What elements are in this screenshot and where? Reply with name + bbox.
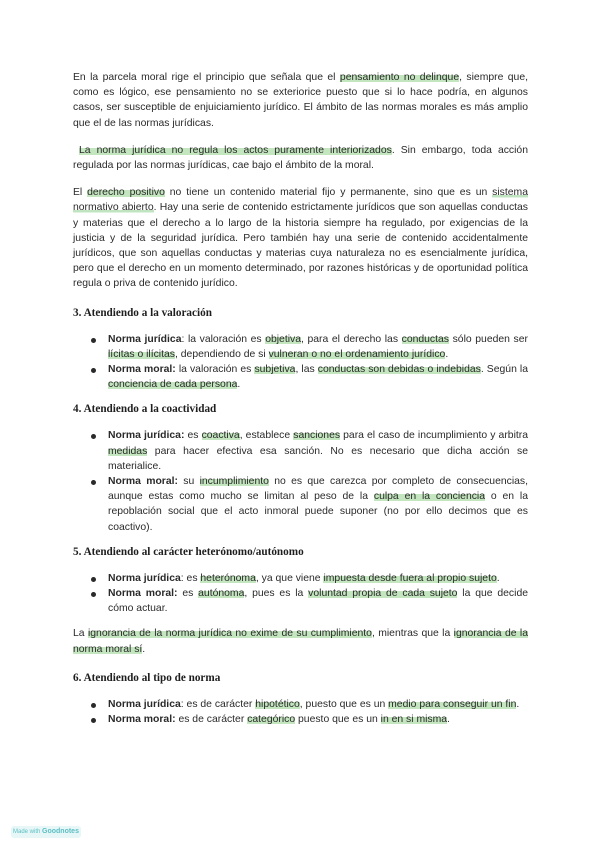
section-heading-heteronomo-autonomo: 5. Atendiendo al carácter heterónomo/autónomo — [73, 545, 304, 558]
list-item: Norma jurídica: es coactiva, establece sanciones para el caso de incumplimiento y arbitra medidas para hacer efectiva esa sanción. No es necesario que dicha acción se materialice. — [73, 428, 528, 474]
highlight: vulneran o no el ordenamiento jurídico — [268, 348, 446, 360]
document-page — [73, 70, 528, 737]
highlight: derecho positivo — [87, 187, 165, 199]
highlight: categórico — [247, 714, 296, 726]
bullet-list-coactividad — [73, 428, 528, 534]
highlight: heterónoma — [200, 572, 256, 584]
paragraph-legal-norm-scope: La norma jurídica no regula los actos puramente interiorizados. Sin embargo, toda acción regulada por las normas jurídicas, cae bajo el ámbito de la moral. — [73, 144, 528, 172]
highlight: impuesta desde fuera al propio sujeto — [323, 572, 497, 584]
section-heading-valoracion: 3. Atendiendo a la valoración — [73, 306, 212, 319]
highlight: lícitas o ilícitas — [108, 348, 175, 360]
highlight: ignorancia de la norma jurídica no exime de su cumplimiento — [87, 628, 372, 640]
highlight: conciencia de cada persona — [108, 379, 238, 391]
highlight: conductas — [401, 333, 449, 345]
highlight: medidas — [108, 445, 148, 457]
highlight: objetiva — [265, 333, 302, 345]
highlight: voluntad propia de cada sujeto — [308, 588, 458, 600]
list-item: Norma moral: es autónoma, pues es la voluntad propia de cada sujeto la que decide cómo actuar. — [73, 586, 528, 616]
highlight: hipotético — [255, 698, 300, 710]
highlight: ignorancia de la norma moral sí — [73, 628, 528, 655]
highlight: coactiva — [201, 430, 240, 442]
highlight: culpa en la conciencia — [373, 491, 486, 503]
highlight: autónoma — [198, 588, 245, 600]
paragraph-ignorancia: La ignorancia de la norma jurídica no exime de su cumplimiento, mientras que la ignorancia de la norma moral sí. — [73, 628, 528, 655]
paragraph-moral-principle: En la parcela moral rige el principio que señala que el pensamiento no delinque, siempre que, como es lógico, ese pensamiento no se exteriorice puesto que si lo hace podría, en algunos casos, ser susceptible de enjuiciamiento jurídico. El ámbito de las normas morales es más amplio que el de las normas jurídicas. — [73, 72, 529, 129]
bullet-list-tipo-norma — [73, 697, 528, 727]
list-item: Norma moral: su incumplimiento no es que carezca por completo de consecuencias, aunque estas como mucho se limitan al peso de la culpa en la conciencia o en la repoblación social que el acto inmoral puede suponer (no por ello decimos que es coactivo). — [73, 474, 528, 535]
highlight: subjetiva — [254, 364, 296, 376]
highlight: pensamiento no delinque — [339, 72, 460, 83]
bullet-list-heteronomo — [73, 571, 528, 617]
goodnotes-watermark: Made with Goodnotes — [11, 826, 81, 838]
section-heading-tipo-norma: 6. Atendiendo al tipo de norma — [73, 671, 221, 684]
list-item: Norma moral: la valoración es subjetiva, las conductas son debidas o indebidas. Según la conciencia de cada persona. — [73, 362, 528, 392]
list-item: Norma jurídica: es de carácter hipotético, puesto que es un medio para conseguir un fin. — [73, 697, 528, 712]
highlight: incumplimiento — [199, 476, 269, 488]
underline-highlight: sistema normativo abierto — [73, 187, 528, 214]
highlight: in en si misma — [380, 714, 448, 726]
highlight: medio para conseguir un fin — [388, 698, 517, 710]
list-item: Norma jurídica: la valoración es objetiva, para el derecho las conductas sólo pueden ser lícitas o ilícitas, dependiendo de si vulneran o no el ordenamiento jurídico. — [73, 332, 528, 362]
highlight: La norma jurídica no regula los actos puramente interiorizados — [79, 144, 392, 156]
list-item: Norma moral: es de carácter categórico puesto que es un in en si misma. — [73, 712, 528, 727]
highlight: sanciones — [293, 430, 341, 442]
section-heading-coactividad: 4. Atendiendo a la coactividad — [73, 403, 217, 416]
highlight: conductas son debidas o indebidas — [317, 364, 481, 376]
list-item: Norma jurídica: es heterónoma, ya que viene impuesta desde fuera al propio sujeto. — [73, 571, 528, 586]
paragraph-positive-law: El derecho positivo no tiene un contenido material fijo y permanente, sino que es un sistema normativo abierto. Hay una serie de contenido estrictamente jurídicos que son aquellas conductas y materias que el derecho a lo largo de la historia siempre ha regulado, por exigencias de la justicia y de la seguridad jurídica. Pero también hay una serie de contenido accidentalmente jurídicos, que son aquellas conductas y materias cuya naturaleza no es esencialmente jurídica, pero que el derecho en un momento determinado, por razones históricas y de oportunidad política regula o priva de contenido jurídico. — [73, 187, 528, 290]
bullet-list-valoracion — [73, 332, 528, 393]
